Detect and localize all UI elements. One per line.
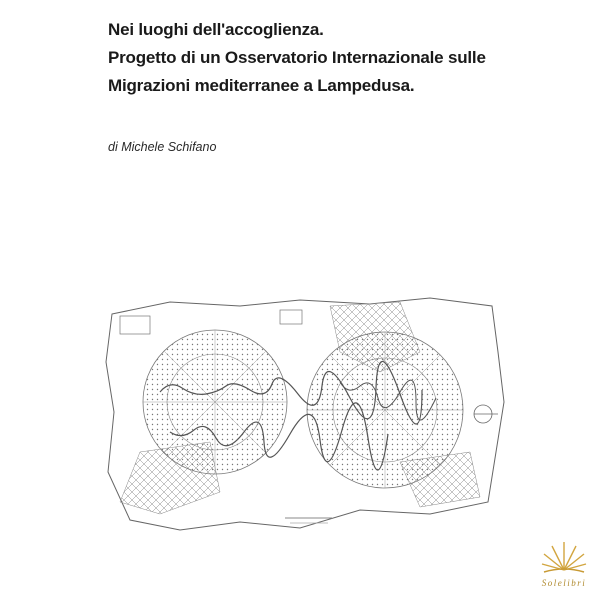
title-line-1: Nei luoghi dell'accoglienza. xyxy=(108,20,324,39)
book-author: di Michele Schifano xyxy=(108,140,217,154)
title-line-2: Progetto di un Osservatorio Internazionale sulle xyxy=(108,48,486,67)
book-title xyxy=(108,16,568,100)
publisher-name: Solelibri xyxy=(541,578,587,588)
title-line-3: Migrazioni mediterranee a Lampedusa. xyxy=(108,76,415,95)
site-plan-drawing xyxy=(100,292,510,542)
north-arrow-icon xyxy=(474,405,498,423)
right-rotunda xyxy=(307,332,463,488)
